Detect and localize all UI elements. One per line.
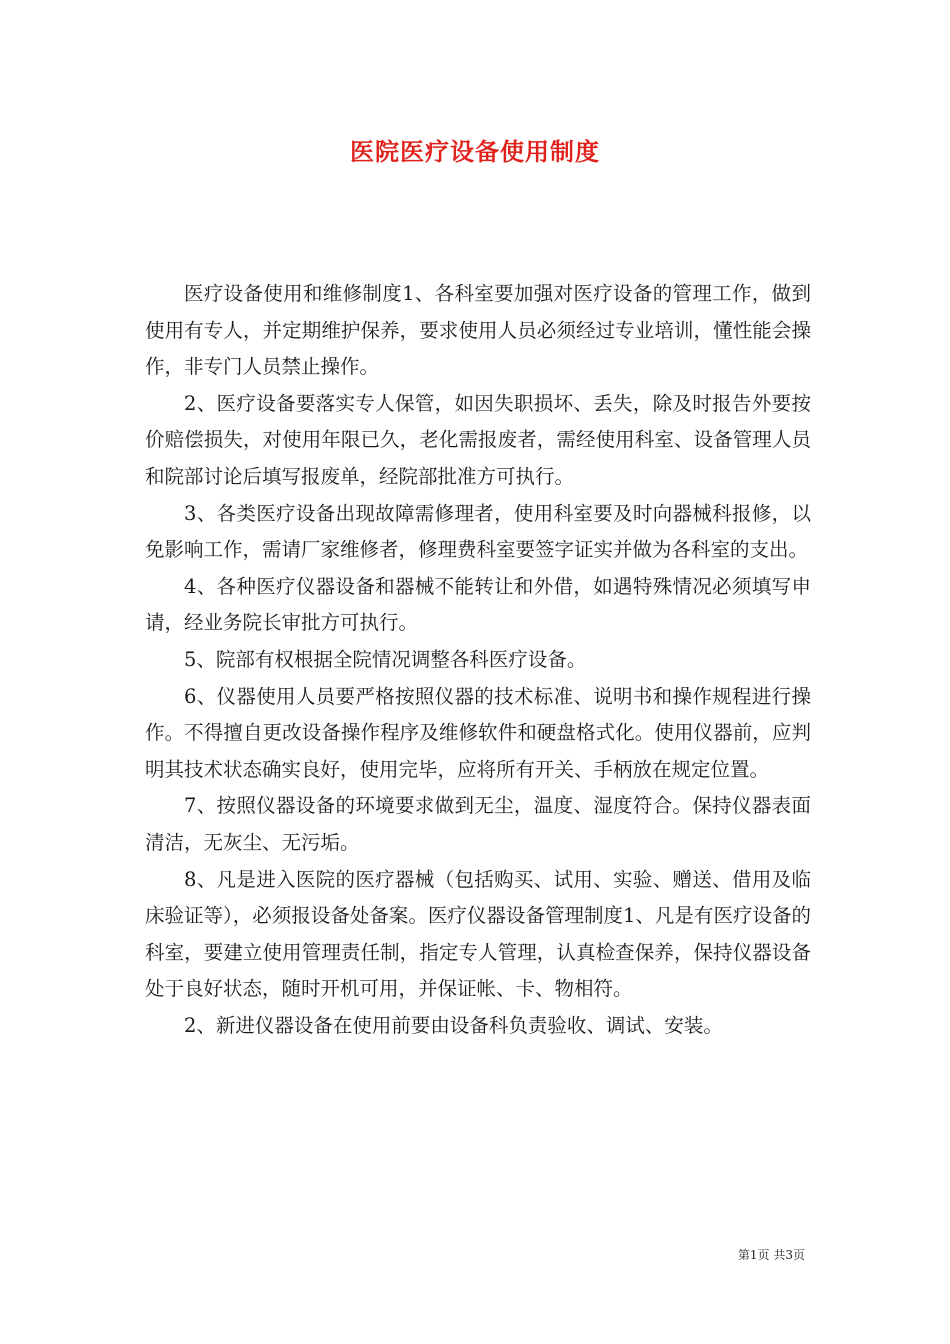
paragraph: 2、新进仪器设备在使用前要由设备科负责验收、调试、安装。 — [184, 1013, 723, 1037]
paragraph: 6、仪器使用人员要严格按照仪器的技术标准、说明书和操作规程进行操作。不得擅自更改设备操作程序及维修软件和硬盘格式化。使用仪器前，应判明其技术状态确实良好，使用完毕，应将所有开关、手柄放在规定位置。 — [145, 684, 811, 781]
document-body — [145, 276, 811, 1044]
paragraph: 8、凡是进入医院的医疗器械（包括购买、试用、实验、赠送、借用及临床验证等），必须报设备处备案。医疗仪器设备管理制度1、凡是有医疗设备的科室，要建立使用管理责任制，指定专人管理，认真检查保养，保持仪器设备处于良好状态，随时开机可用，并保证帐、卡、物相符。 — [145, 867, 811, 1001]
page-title: 医院医疗设备使用制度 — [350, 137, 600, 166]
paragraph: 2、医疗设备要落实专人保管，如因失职损坏、丢失，除及时报告外要按价赔偿损失，对使用年限已久，老化需报废者，需经使用科室、设备管理人员和院部讨论后填写报废单，经院部批准方可执行。 — [145, 391, 811, 488]
paragraph: 3、各类医疗设备出现故障需修理者，使用科室要及时向器械科报修，以免影响工作，需请厂家维修者，修理费科室要签字证实并做为各科室的支出。 — [145, 501, 811, 562]
page-number: 第1页 共3页 — [737, 1248, 805, 1262]
paragraph: 4、各种医疗仪器设备和器械不能转让和外借，如遇特殊情况必须填写申请，经业务院长审批方可执行。 — [145, 574, 811, 635]
paragraph: 7、按照仪器设备的环境要求做到无尘，温度、湿度符合。保持仪器表面清洁，无灰尘、无污垢。 — [145, 794, 811, 854]
paragraph: 医疗设备使用和维修制度1、各科室要加强对医疗设备的管理工作，做到使用有专人，并定期维护保养，要求使用人员必须经过专业培训，懂性能会操作，非专门人员禁止操作。 — [145, 282, 811, 379]
paragraph: 5、院部有权根据全院情况调整各科医疗设备。 — [184, 647, 587, 671]
